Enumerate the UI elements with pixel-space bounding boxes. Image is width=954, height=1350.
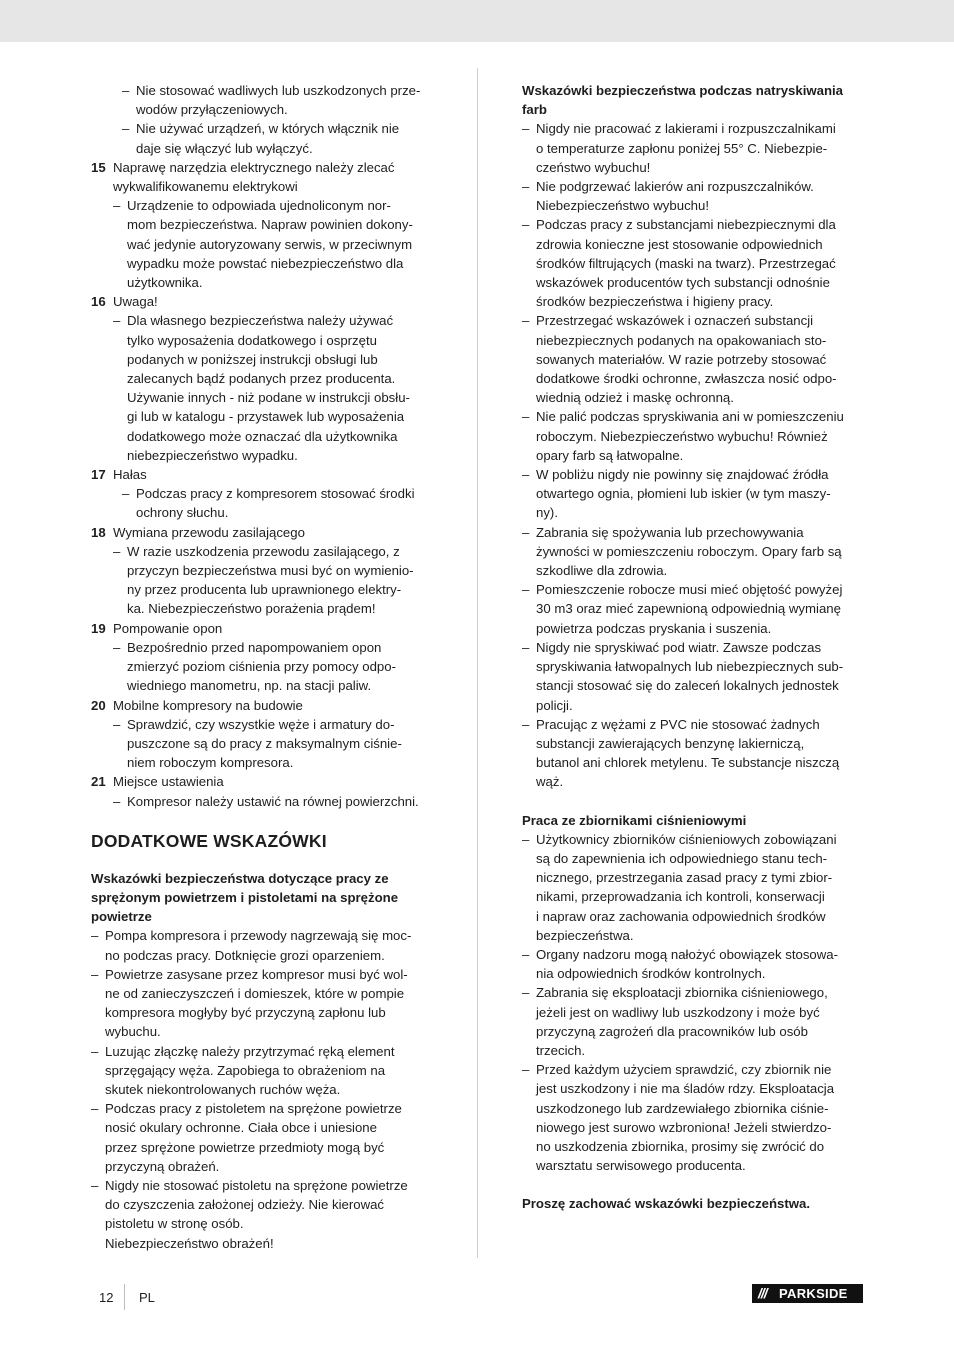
text-line: policji. [536, 697, 573, 713]
text-line: daje się włączyć lub wyłączyć. [136, 140, 313, 156]
text-line: użytkownika. [127, 275, 203, 291]
text-line: niowego jest surowo wzbroniona! Jeżeli stwierdzo- [536, 1119, 832, 1135]
section-number: 19 [91, 620, 106, 636]
text-line: ny przez producenta lub uprawnionego elektry- [127, 582, 402, 598]
text-line: Wskazówki bezpieczeństwa dotyczące pracy ze [91, 870, 389, 886]
text-line: – Powietrze zasysane przez kompresor musi być wol- [105, 966, 408, 982]
text-line: jest uszkodzony i nie ma śladów rdzy. Eksploatacja [536, 1081, 835, 1097]
text-line: są do zapewnienia ich odpowiedniego stanu tech- [536, 850, 828, 866]
text-line: wybuchu. [105, 1024, 161, 1040]
section-title-line: Uwaga! [113, 294, 158, 310]
text-line: podanych w poniższej instrukcji obsługi lub [127, 351, 378, 367]
text-line: no podczas pracy. Dotknięcie grozi oparzeniem. [105, 947, 385, 963]
list-item [522, 715, 867, 792]
text-line: farb [522, 102, 547, 118]
text-line: pistoletu w stronę osób. [105, 1216, 244, 1232]
logo-slashes: /// [758, 1285, 767, 1301]
text-line: – Użytkownicy zbiorników ciśnieniowych zobowiązani [536, 831, 837, 847]
footer-separator [124, 1284, 125, 1310]
text-line: zdrowia konieczne jest stosowanie odpowiednich [536, 236, 823, 252]
section-title-line: wykwalifikowanemu elektrykowi [113, 179, 298, 195]
text-line: zalecanych bądź podanych przez producenta. [127, 371, 396, 387]
section-number: 18 [91, 524, 106, 540]
text-line: do czyszczenia założonej odzieży. Nie kierować [105, 1197, 385, 1213]
list-item [522, 638, 867, 715]
section-number: 15 [91, 159, 106, 175]
right-column [522, 81, 867, 1214]
list-item [522, 830, 867, 945]
text-line: – Nie stosować wadliwych lub uszkodzonych prze- [136, 83, 421, 98]
section-title-line: Hałas [113, 467, 147, 483]
text-line: wypadku może powstać niebezpieczeństwo dla [127, 255, 404, 271]
text-line: – Nigdy nie spryskiwać pod wiatr. Zawsze podczas [536, 639, 822, 655]
numbered-section [91, 696, 436, 715]
text-line: szkodliwe dla zdrowia. [536, 563, 668, 579]
text-line: przyczyną zagrożeń dla pracowników lub osób [536, 1023, 808, 1039]
text-line: – Pracując z wężami z PVC nie stosować żadnych [536, 716, 820, 732]
list-item [522, 311, 867, 407]
section-title-line: Naprawę narzędzia elektrycznego należy zlecać [113, 159, 395, 175]
text-line: trzecich. [536, 1042, 586, 1058]
list-item [91, 965, 436, 1042]
text-line: sprężonym powietrzem i pistoletami na sprężone [91, 889, 399, 905]
text-line: tylko wyposażenia dodatkowego i osprzętu [127, 332, 377, 348]
list-item [91, 1042, 436, 1100]
text-line: gi lub w katalogu - przystawek lub wyposażenia [127, 409, 405, 425]
subsection-heading [91, 869, 436, 927]
list-item [522, 119, 867, 177]
text-line: uszkodzonego lub zardzewiałego zbiornika ciśnie- [536, 1100, 829, 1116]
text-line: o temperaturze zapłonu poniżej 55° C. Niebezpie- [536, 140, 828, 156]
text-line: – Luzując złączkę należy przytrzymać ręką element [105, 1043, 395, 1059]
section-number: 20 [91, 697, 106, 713]
text-line: ny). [536, 505, 558, 521]
list-item [522, 177, 867, 215]
text-line: – Urządzenie to odpowiada ujednoliconym nor- [127, 198, 391, 214]
list-item [113, 542, 436, 619]
section-number: 21 [91, 774, 106, 790]
section-title-line: Wymiana przewodu zasilającego [113, 524, 305, 540]
section-heading: DODATKOWE WSKAZÓWKI [91, 830, 327, 851]
text-line: nicznego, przestrzegania zasad pracy z tymi zbior- [536, 870, 833, 886]
text-line: puszczone są do pracy z maksymalnym ciśnie- [127, 735, 402, 751]
top-bar [0, 0, 954, 42]
text-line: 30 m3 oraz mieć zapewnioną odpowiednią wymianę [536, 601, 841, 617]
text-line: ne od zanieczyszczeń i domieszek, które w pompie [105, 985, 405, 1001]
section-title-line: Miejsce ustawienia [113, 774, 224, 790]
text-line: sprzęgający węża. Zapobiega to obrażeniom na [105, 1062, 386, 1078]
list-item [522, 465, 867, 523]
text-line: – Nie podgrzewać lakierów ani rozpuszczalników. [536, 179, 814, 195]
text-line: – Nie palić podczas spryskiwania ani w pomieszczeniu [536, 409, 844, 425]
list-item [122, 119, 436, 157]
text-line: kompresora mogłyby być przyczyną zapłonu lub [105, 1005, 386, 1021]
text-line: – Nie używać urządzeń, w których włącznik nie [136, 121, 400, 137]
text-line: – Kompresor należy ustawić na równej powierzchni. [127, 793, 419, 809]
list-item [91, 1176, 436, 1253]
text-line: – Organy nadzoru mogą nałożyć obowiązek stosowa- [536, 946, 839, 962]
text-line: zmierzyć poziom ciśnienia przy pomocy odpo- [127, 659, 396, 675]
list-item [113, 196, 436, 292]
text-line: dodatkowego może oznaczać dla użytkownika [127, 428, 398, 444]
text-line: powietrza podczas pryskania i suszenia. [536, 620, 772, 636]
text-line: Niebezpieczeństwo wybuchu! [536, 198, 709, 214]
text-line: przez sprężone powietrze przedmioty mogą być [105, 1139, 385, 1155]
page-number: 12 [99, 1290, 114, 1305]
text-line: – W pobliżu nigdy nie powinny się znajdować źródła [536, 467, 829, 483]
text-line: wiedniego manometru, np. na stacji paliw. [127, 678, 372, 694]
text-line: Wskazówki bezpieczeństwa podczas natryskiwania [522, 83, 844, 98]
text-line: środków filtrujących (maski na twarz). Przestrzegać [536, 255, 836, 271]
column-divider [477, 68, 478, 1258]
text-line: – Nigdy nie stosować pistoletu na sprężone powietrze [105, 1177, 408, 1193]
section-number: 16 [91, 294, 106, 310]
numbered-section [91, 292, 436, 311]
list-item [91, 926, 436, 964]
parkside-logo [752, 1284, 863, 1303]
section-number: 17 [91, 467, 106, 483]
text-line: wać jedynie autoryzowany serwis, w przeciwnym [127, 236, 413, 252]
text-line: dodatkowe środki ochronne, zwłaszcza nosić odpo- [536, 371, 837, 387]
text-line: – Zabrania się eksploatacji zbiornika ciśnieniowego, [536, 985, 828, 1001]
list-item [522, 215, 867, 311]
text-line: – Przed każdym użyciem sprawdzić, czy zbiornik nie [536, 1062, 832, 1078]
text-line: ka. Niebezpieczeństwo porażenia prądem! [127, 601, 376, 617]
subsection-heading [522, 81, 867, 119]
text-line: nia odpowiednich środków kontrolnych. [536, 966, 766, 982]
text-line: żywności w pomieszczeniu roboczym. Opary farb są [536, 543, 842, 559]
spacer [522, 792, 867, 811]
text-line: – Nigdy nie pracować z lakierami i rozpuszczalnikami [536, 121, 836, 137]
text-line: i napraw oraz zachowania odpowiednich środków [536, 908, 826, 924]
text-line: środków bezpieczeństwa i higieny pracy. [536, 294, 774, 310]
text-line: Używanie innych - niż podane w instrukcji obsłu- [127, 390, 410, 406]
list-item [522, 1060, 867, 1175]
text-line: butanol ani chlorek metylenu. Te substancje niszczą [536, 755, 840, 771]
text-line: wodów przyłączeniowych. [136, 102, 288, 118]
list-item [122, 484, 436, 522]
list-item [91, 1099, 436, 1176]
text-line: nosić okulary ochronne. Ciała obce i uniesione [105, 1120, 377, 1136]
list-item [522, 945, 867, 983]
list-item [113, 638, 436, 696]
text-line: spryskiwania łatwopalnych lub niebezpiecznych sub- [536, 659, 844, 675]
text-line: no uszkodzenia zbiornika, prosimy się zwrócić do [536, 1138, 825, 1154]
left-column [91, 81, 436, 1253]
text-line: nikami, przeprowadzania ich kontroli, konserwacji [536, 889, 825, 905]
text-line: niem roboczym kompresora. [127, 755, 294, 771]
text-line: – Sprawdzić, czy wszystkie węże i armatury do- [127, 716, 395, 732]
text-line: stancji stosować się do zaleceń lokalnych jednostek [536, 678, 839, 694]
numbered-section [91, 523, 436, 542]
numbered-section [91, 158, 436, 196]
text-line: – Podczas pracy z pistoletem na sprężone powietrze [105, 1101, 402, 1117]
text-line: – Podczas pracy z kompresorem stosować środki [136, 486, 415, 502]
spacer [522, 1175, 867, 1194]
text-line: warsztatu serwisowego producenta. [536, 1158, 746, 1174]
subsection-heading: Praca ze zbiornikami ciśnieniowymi [522, 812, 747, 828]
list-item [113, 715, 436, 773]
text-line: substancji zawierających benzynę lakierniczą, [536, 735, 805, 751]
text-line: bezpieczeństwa. [536, 927, 634, 943]
text-line: – Bezpośrednio przed napompowaniem opon [127, 639, 382, 655]
text-line: opary farb są łatwopalne. [536, 447, 684, 463]
list-item [522, 407, 867, 465]
text-line: wskazówek producentów tych substancji odnośnie [536, 275, 830, 291]
text-line: przyczyn bezpieczeństwa musi być on wymienio- [127, 563, 414, 579]
text-line: – Pompa kompresora i przewody nagrzewają się moc- [105, 928, 412, 944]
list-item [522, 523, 867, 581]
text-line: niebezpieczeństwo wypadku. [127, 447, 298, 463]
language-code: PL [139, 1290, 155, 1305]
text-line: powietrze [91, 909, 152, 925]
list-item [122, 81, 436, 119]
text-line: wiednią odzież i maskę ochronną. [536, 390, 734, 406]
numbered-section [91, 772, 436, 791]
text-line: ochrony słuchu. [136, 505, 229, 521]
text-line: – Dla własnego bezpieczeństwa należy używać [127, 313, 394, 329]
text-line: – Zabrania się spożywania lub przechowywania [536, 524, 804, 540]
text-line: – Przestrzegać wskazówek i oznaczeń substancji [536, 313, 814, 329]
text-line: – Pomieszczenie robocze musi mieć objętość powyżej [536, 582, 843, 598]
text-line: skutek niekontrolowanych ruchów węża. [105, 1081, 341, 1097]
text-line: – Podczas pracy z substancjami niebezpiecznymi dla [536, 217, 836, 233]
list-item [113, 311, 436, 465]
text-line: Niebezpieczeństwo obrażeń! [105, 1235, 274, 1251]
text-line: – W razie uszkodzenia przewodu zasilającego, z [127, 543, 400, 559]
text-line: czeństwo wybuchu! [536, 159, 651, 175]
list-item [522, 580, 867, 638]
text-line: sowanych materiałów. W razie potrzeby stosować [536, 351, 827, 367]
numbered-section [91, 465, 436, 484]
section-title-line: Mobilne kompresory na budowie [113, 697, 303, 713]
list-item [522, 983, 867, 1060]
text-line: przyczyną obrażeń. [105, 1158, 220, 1174]
numbered-section [91, 619, 436, 638]
text-line: jeżeli jest on wadliwy lub uszkodzony i może być [536, 1004, 820, 1020]
closing-note: Proszę zachować wskazówki bezpieczeństwa. [522, 1196, 811, 1212]
list-item [113, 792, 436, 811]
section-title-line: Pompowanie opon [113, 620, 223, 636]
text-line: wąż. [536, 774, 564, 790]
logo-text: PARKSIDE [779, 1286, 848, 1301]
text-line: mom bezpieczeństwa. Napraw powinien dokony- [127, 217, 413, 233]
text-line: roboczym. Niebezpieczeństwo wybuchu! Również [536, 428, 828, 444]
text-line: otwartego ognia, płomieni lub iskier (w tym maszy- [536, 486, 831, 502]
text-line: niebezpiecznych podanych na opakowaniach sto- [536, 332, 827, 348]
